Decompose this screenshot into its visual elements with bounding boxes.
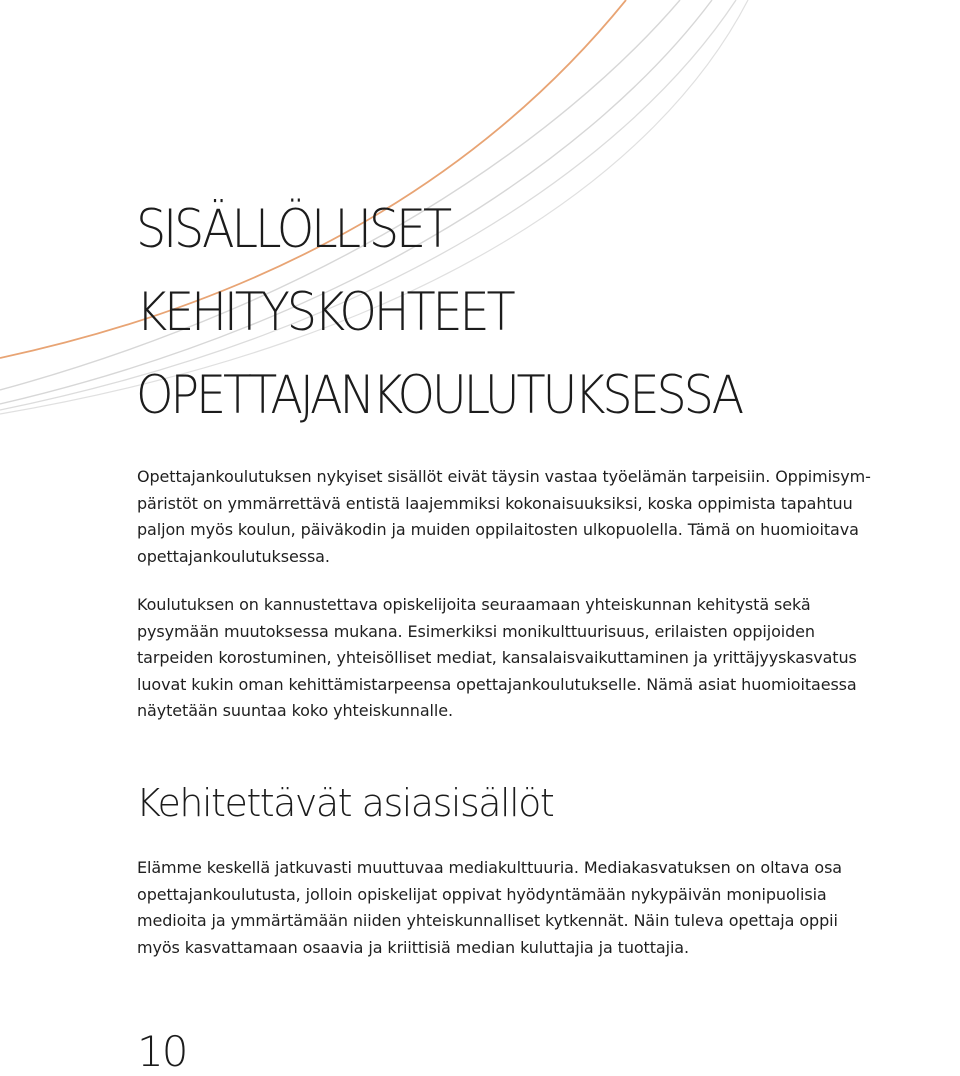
paragraph-line: Elämme keskellä jatkuvasti muuttuvaa mediakulttuuria. Mediakasvatuksen on oltava osa bbox=[137, 858, 843, 877]
paragraph-line: päristöt on ymmärrettävä entistä laajemmiksi kokonaisuuksiksi, koska oppimista tapahtuu bbox=[137, 493, 853, 513]
page-title-line-1: SISÄLLÖLLISET bbox=[136, 199, 449, 260]
second-paragraph bbox=[137, 592, 857, 725]
intro-paragraph bbox=[137, 464, 871, 570]
paragraph-line: Opettajankoulutuksen nykyiset sisällöt eivät täysin vastaa työelämän tarpeisiin. Oppimisym- bbox=[137, 467, 871, 486]
paragraph-line: näytetään suuntaa koko yhteiskunnalle. bbox=[137, 701, 453, 720]
paragraph-line: opettajankoulutusta, jolloin opiskelijat oppivat hyödyntämään nykypäivän monipuolisia bbox=[137, 884, 827, 904]
paragraph-line: Koulutuksen on kannustettava opiskelijoita seuraamaan yhteiskunnan kehitystä sekä bbox=[137, 595, 811, 614]
page-title-line-3: OPETTAJANKOULUTUKSESSA bbox=[136, 365, 742, 426]
page-number: 10 bbox=[137, 1027, 187, 1076]
paragraph-line: opettajankoulutuksessa. bbox=[137, 546, 330, 566]
page-title-line-2: KEHITYSKOHTEET bbox=[136, 282, 513, 343]
paragraph-line: pysymään muutoksessa mukana. Esimerkiksi monikulttuurisuus, erilaisten oppijoiden bbox=[137, 621, 815, 641]
paragraph-line: myös kasvattamaan osaavia ja kriittisiä median kuluttajia ja tuottajia. bbox=[137, 937, 689, 957]
paragraph-line: paljon myös koulun, päiväkodin ja muiden oppilaitosten ulkopuolella. Tämä on huomioitava bbox=[137, 520, 859, 539]
section-paragraph bbox=[137, 855, 842, 961]
paragraph-line: luovat kukin oman kehittämistarpeensa opettajankoulutukselle. Nämä asiat huomioitaessa bbox=[137, 674, 857, 694]
section-heading: Kehitettävät asiasisällöt bbox=[136, 781, 554, 825]
paragraph-line: medioita ja ymmärtämään niiden yhteiskunnalliset kytkennät. Näin tuleva opettaja oppii bbox=[137, 911, 838, 930]
paragraph-line: tarpeiden korostuminen, yhteisölliset mediat, kansalaisvaikuttaminen ja yrittäjyyskasvatus bbox=[137, 648, 857, 667]
page-title bbox=[136, 188, 741, 437]
